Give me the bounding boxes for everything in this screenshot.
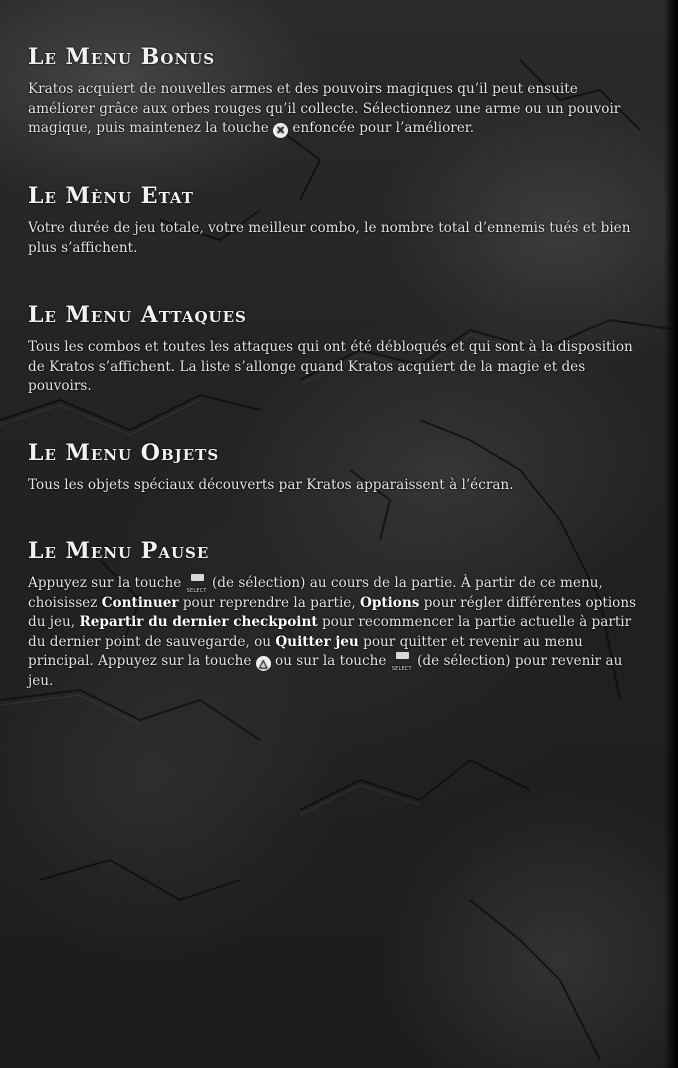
text-part: pour régler différentes options du jeu, (28, 594, 637, 630)
select-button-icon: SELECT (391, 652, 413, 668)
section-title: Le Menu Pause (28, 538, 210, 564)
page-binding-shadow (664, 0, 678, 1068)
text-part: pour quitter et revenir au menu principal. Appuyez sur la touche (28, 633, 583, 669)
section-etat (28, 183, 640, 258)
triangle-button-icon: △ (256, 656, 271, 671)
section-pause (28, 538, 640, 691)
text-part: (de sélection) au cours de la partie. À partir de ce menu, choisissez (28, 575, 603, 611)
text-part: enfoncée pour l’améliorer. (288, 120, 475, 136)
section-bonus (28, 44, 640, 139)
section-title: Le Menu Objets (28, 440, 220, 466)
section-text (28, 574, 640, 691)
section-objets (28, 440, 640, 496)
text-part: (de sélection) pour revenir au jeu. (28, 653, 623, 689)
text-part: pour recommencer la partie actuelle à partir du dernier point de sauvegarde, ou (28, 614, 632, 650)
section-attaques (28, 302, 640, 397)
section-title: Le Menu Attaques (28, 302, 247, 328)
section-text: Tous les combos et toutes les attaques qui ont été débloqués et qui sont à la disposition de Kratos s’affichent. La liste s’allonge quand Kratos acquiert de la magie et des pouvoirs. (28, 339, 633, 394)
section-text: Votre durée de jeu totale, votre meilleur combo, le nombre total d’ennemis tués et bien plus s’affichent. (28, 220, 631, 256)
option-continue: Continuer (101, 594, 179, 611)
section-text: Tous les objets spéciaux découverts par Kratos apparaissent à l’écran. (28, 477, 514, 493)
section-title: Le Mènu Etat (28, 183, 194, 209)
option-quit: Quitter jeu (275, 633, 359, 650)
option-checkpoint: Repartir du dernier checkpoint (79, 614, 318, 630)
cross-button-icon: ✕ (273, 123, 288, 138)
section-text (28, 80, 640, 139)
text-part: pour reprendre la partie, (178, 594, 360, 611)
section-title: Le Menu Bonus (28, 44, 216, 70)
text-part: Appuyez sur la touche (28, 575, 186, 591)
select-button-icon: SELECT (186, 574, 208, 590)
text-part: ou sur la touche (270, 653, 391, 669)
option-options: Options (359, 594, 420, 611)
text-part: Kratos acquiert de nouvelles armes et des pouvoirs magiques qu’il peut ensuite améliorer grâce aux orbes rouges qu’il collecte. Sélectionnez une arme ou un pouvoir magique, puis maintenez la touche (28, 81, 621, 136)
